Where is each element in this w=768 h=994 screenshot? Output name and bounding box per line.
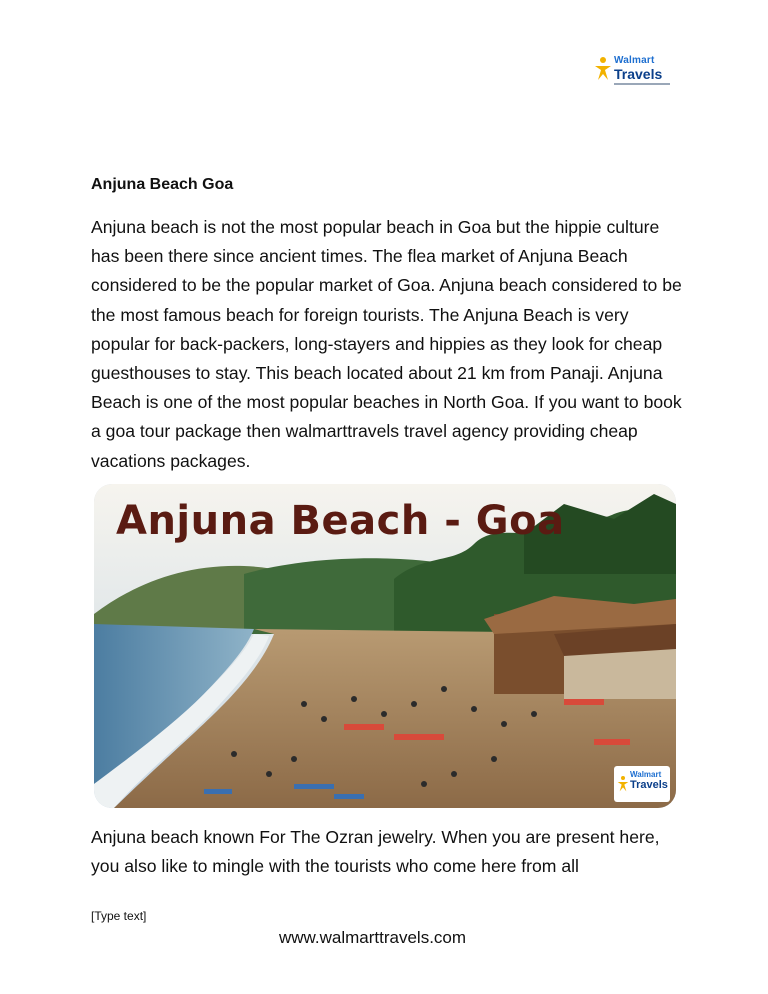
beach-photo [94,484,676,808]
article-paragraph-2: Anjuna beach known For The Ozran jewelry. When you are present here, you also like to mingle with the tourists who come here from all [91,827,660,877]
watermark-brand: Walmart [630,770,662,779]
star-person-icon [617,774,629,794]
photo-watermark-logo [614,766,670,802]
walmart-travels-logo [592,50,672,90]
photo-title-text: Anjuna Beach - Goa [116,498,565,544]
footer-website-url[interactable]: www.walmarttravels.com [279,928,467,947]
logo-brand: Walmart [614,55,655,66]
watermark-name: Travels [630,779,668,791]
footer-placeholder-text: [Type text] [91,909,147,923]
logo-tagline-line [614,83,670,85]
article-paragraph-1: Anjuna beach is not the most popular beach in Goa but the hippie culture has been there since ancient times. The flea market of Anjuna Beach considered to be the popular market of Goa. Anjuna beach considered to be the most famous beach for foreign tourists. The Anjuna Beach is very popular for back-packers, long-stayers and hippies as they look for cheap guesthouses to stay. This beach located about 21 km from Panaji. Anjuna Beach is one of the most popular beaches in North Goa. If you want to book a goa tour package then walmarttravels travel agency providing cheap vacations packages. [91,217,682,471]
star-person-icon [594,56,612,82]
article-heading: Anjuna Beach Goa [91,176,234,193]
logo-name: Travels [614,66,663,82]
